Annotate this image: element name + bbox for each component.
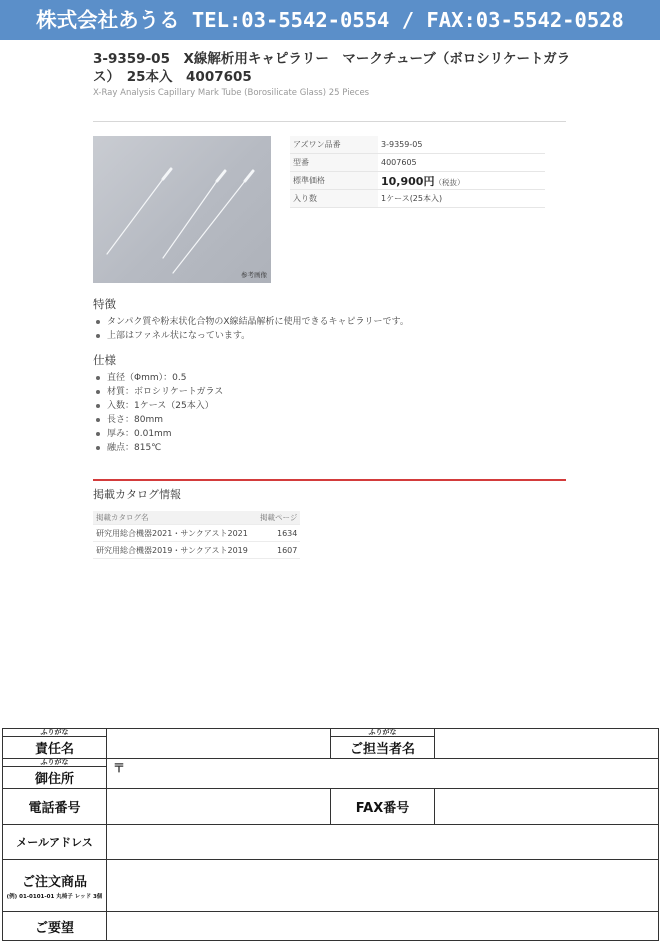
contact-banner: 株式会社あうる TEL:03-5542-0554 / FAX:03-5542-0528 (0, 0, 660, 40)
list-item: タンパク質や粉末状化合物のX線結晶解析に使用できるキャピラリーです。 (93, 315, 409, 329)
list-item: 入数：1ケース（25本入） (93, 399, 223, 413)
order-field[interactable] (107, 860, 659, 912)
catalog-name: 研究用総合機器2019・サンクアスト2019 (93, 542, 257, 559)
product-title: 3-9359-05 X線解析用キャピラリー マークチューブ（ボロシリケートガラス） 25本入 4007605 (93, 51, 571, 85)
divider (93, 121, 566, 122)
list-item: 上部はファネル状になっています。 (93, 329, 409, 343)
spec-row (290, 190, 545, 208)
spec-label: 入り数 (290, 190, 378, 208)
furigana-label: ふりがな (331, 729, 435, 737)
column-header: 掲載ページ (257, 511, 300, 525)
product-image (93, 136, 271, 283)
spec-list (93, 371, 223, 455)
phone-label: 電話番号 (3, 789, 107, 825)
address-label: 御住所 (3, 767, 107, 789)
spec-value: 3-9359-05 (378, 136, 545, 154)
column-header: 掲載カタログ名 (93, 511, 257, 525)
catalog-table (93, 511, 300, 559)
spec-heading: 仕様 (93, 353, 116, 367)
spec-label: アズワン品番 (290, 136, 378, 154)
contact-field[interactable] (435, 729, 659, 759)
fax-label: FAX番号 (331, 789, 435, 825)
email-field[interactable] (107, 825, 659, 860)
capillary-tubes-illustration (93, 136, 271, 283)
address-field[interactable] (107, 759, 659, 789)
product-subtitle: X-Ray Analysis Capillary Mark Tube (Borosilicate Glass) 25 Pieces (93, 88, 370, 98)
spec-label: 標準価格 (290, 172, 378, 190)
contact-label: ご担当者名 (331, 737, 435, 759)
order-example: (例) 01-0101-01 丸椅子 レッド 3個 (6, 894, 103, 900)
furigana-label: ふりがな (3, 759, 107, 767)
catalog-divider (93, 479, 566, 481)
catalog-name: 研究用総合機器2021・サンクアスト2021 (93, 525, 257, 542)
postal-mark: 〒 (113, 761, 126, 775)
request-label: ご要望 (3, 912, 107, 941)
list-item: 長さ：80mm (93, 413, 223, 427)
catalog-page: 1607 (257, 542, 300, 559)
features-heading: 特徴 (93, 297, 116, 311)
list-item: 直径（Φmm）：0.5 (93, 371, 223, 385)
order-label: ご注文商品 (21, 875, 87, 890)
price-value: 10,900円 (381, 174, 435, 188)
catalog-heading: 掲載カタログ情報 (93, 488, 181, 501)
responsible-field[interactable] (107, 729, 331, 759)
image-caption: 参考画像 (241, 271, 267, 279)
email-label: メールアドレス (3, 825, 107, 860)
list-item: 厚み：0.01mm (93, 427, 223, 441)
list-item: 材質：ボロシリケートガラス (93, 385, 223, 399)
table-row (93, 542, 300, 559)
table-row (93, 525, 300, 542)
spec-value: 4007605 (378, 154, 545, 172)
phone-field[interactable] (107, 789, 331, 825)
spec-row (290, 154, 545, 172)
order-form (2, 728, 659, 941)
request-field[interactable] (107, 912, 659, 941)
catalog-page: 1634 (257, 525, 300, 542)
table-header (93, 511, 300, 525)
spec-table (290, 136, 545, 208)
furigana-label: ふりがな (3, 729, 107, 737)
spec-value: 1ケース(25本入) (378, 190, 545, 208)
responsible-label: 責任名 (3, 737, 107, 759)
features-list (93, 315, 409, 343)
spec-label: 型番 (290, 154, 378, 172)
tax-note: （税抜） (434, 177, 465, 187)
spec-row (290, 136, 545, 154)
fax-field[interactable] (435, 789, 659, 825)
spec-row (290, 172, 545, 190)
list-item: 融点：815℃ (93, 441, 223, 455)
